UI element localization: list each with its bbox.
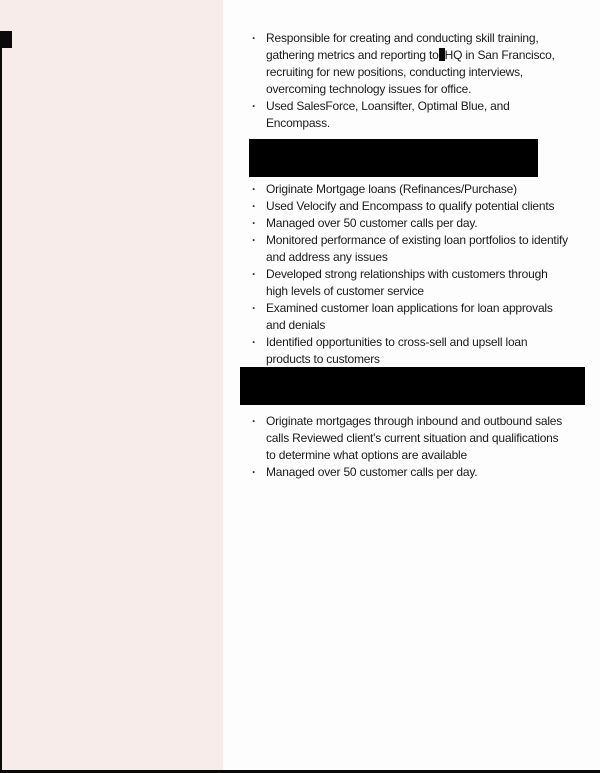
- bullet-icon: ·: [252, 31, 256, 45]
- bullet-text-before-cursor: Responsible for creating and conducting skill training, gathering metrics and reporting to: [266, 31, 539, 62]
- bullet-icon: ·: [252, 233, 256, 247]
- bullet-icon: ·: [252, 301, 256, 315]
- bullet-text: Monitored performance of existing loan portfolios to identify and address any issues: [266, 233, 568, 264]
- bullet-text: Used Velocify and Encompass to qualify potential clients: [266, 199, 555, 213]
- bullet-text: Identified opportunities to cross-sell and upsell loan products to customers: [266, 335, 528, 366]
- page-left-sidebar: [0, 0, 223, 773]
- list-item: [250, 413, 570, 464]
- redacted-heading-bar-1: [249, 139, 538, 177]
- list-item: [250, 215, 570, 232]
- bullet-icon: ·: [252, 414, 256, 428]
- bullet-icon: ·: [252, 335, 256, 349]
- bullet-text: Originate mortgages through inbound and outbound sales calls Reviewed client's current situation and qualifications to determine what options are available: [266, 414, 563, 462]
- bullet-text: [266, 31, 555, 96]
- list-item: [250, 464, 570, 481]
- list-item: [250, 98, 570, 132]
- bullet-icon: ·: [252, 99, 256, 113]
- bullet-text: Developed strong relationships with customers through high levels of customer service: [266, 267, 548, 298]
- bullet-text: Managed over 50 customer calls per day.: [266, 216, 478, 230]
- bullet-text: Used SalesForce, Loansifter, Optimal Blue, and Encompass.: [266, 99, 510, 130]
- list-item: [250, 334, 570, 368]
- list-item: [250, 30, 570, 98]
- bullet-text-after-cursor: HQ in San Francisco, recruiting for new positions, conducting interviews, overcoming technology issues for office.: [266, 48, 555, 96]
- experience-bullet-list-2: [250, 181, 570, 368]
- bullet-icon: ·: [252, 216, 256, 230]
- bullet-text: Managed over 50 customer calls per day.: [266, 465, 478, 479]
- experience-bullet-list-3: [250, 413, 570, 481]
- experience-bullet-list-1: [250, 30, 570, 132]
- list-item: [250, 300, 570, 334]
- bullet-text: Originate Mortgage loans (Refinances/Purchase): [266, 182, 517, 196]
- list-item: [250, 266, 570, 300]
- left-edge-line: [0, 31, 2, 773]
- list-item: [250, 198, 570, 215]
- bullet-icon: ·: [252, 199, 256, 213]
- bullet-icon: ·: [252, 465, 256, 479]
- bullet-text: Examined customer loan applications for loan approvals and denials: [266, 301, 553, 332]
- redacted-heading-bar-2: [240, 367, 585, 405]
- bullet-icon: ·: [252, 182, 256, 196]
- bullet-icon: ·: [252, 267, 256, 281]
- list-item: [250, 181, 570, 198]
- list-item: [250, 232, 570, 266]
